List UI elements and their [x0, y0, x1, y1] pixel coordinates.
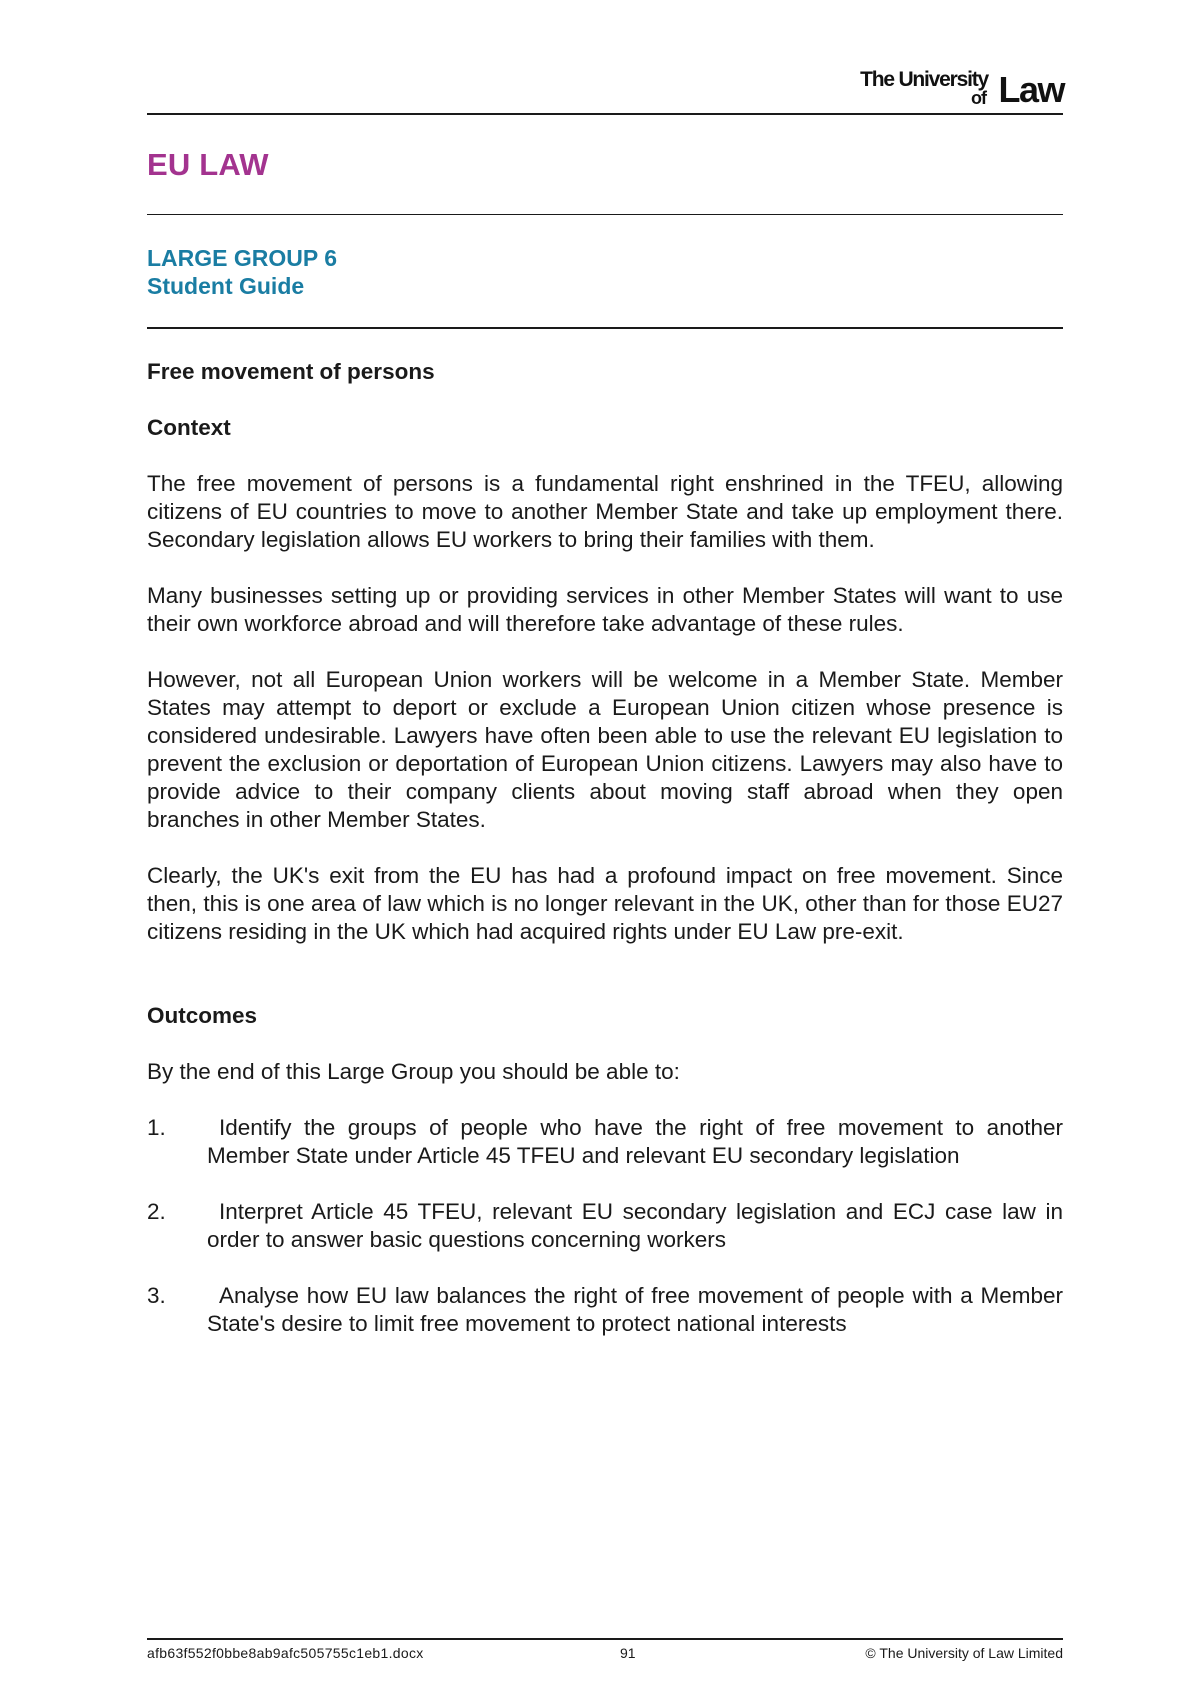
document-body	[147, 358, 1063, 1366]
course-title: EU LAW	[147, 147, 269, 182]
context-paragraph: Clearly, the UK's exit from the EU has had a profound impact on free movement. Since then, this is one area of law which is no longer relevant in the UK, other than for those EU27 citizens residing in the UK which had acquired rights under EU Law pre-exit.	[147, 863, 1063, 944]
university-logo	[854, 64, 1064, 108]
outcome-text: Analyse how EU law balances the right of free movement of people with a Member State's desire to limit free movement to protect national interests	[207, 1283, 1063, 1336]
outcome-item	[147, 1198, 1063, 1254]
outcome-number: 2.	[147, 1199, 166, 1224]
context-paragraph: However, not all European Union workers will be welcome in a Member State. Member States may attempt to deport or exclude a European Union citizen whose presence is considered undesirable. Lawyers have often been able to use the relevant EU legislation to prevent the exclusion or deportation of European Union citizens. Lawyers may also have to provide advice to their company clients about moving staff abroad when they open branches in other Member States.	[147, 667, 1063, 832]
outcome-number: 1.	[147, 1115, 166, 1140]
session-rule	[147, 327, 1063, 329]
page-footer	[147, 1645, 1063, 1665]
session-block	[147, 244, 337, 300]
context-paragraph: Many businesses setting up or providing services in other Member States will want to use their own workforce abroad and will therefore take advantage of these rules.	[147, 583, 1063, 636]
logo-of: of	[971, 88, 986, 108]
outcomes-list	[147, 1114, 1063, 1338]
footer-rule	[147, 1638, 1063, 1640]
header-rule	[147, 113, 1063, 115]
footer-page-number: 91	[620, 1645, 636, 1661]
outcome-item	[147, 1114, 1063, 1170]
title-rule	[147, 214, 1063, 215]
outcome-text: Interpret Article 45 TFEU, relevant EU secondary legislation and ECJ case law in order to answer basic questions concerning workers	[207, 1199, 1063, 1252]
outcome-number: 3.	[147, 1283, 166, 1308]
session-title: LARGE GROUP 6	[147, 245, 337, 271]
footer-copyright: © The University of Law Limited	[865, 1645, 1063, 1661]
context-paragraph: The free movement of persons is a fundamental right enshrined in the TFEU, allowing citizens of EU countries to move to another Member State and take up employment there. Secondary legislation allows EU workers to bring their families with them.	[147, 471, 1063, 552]
outcome-item	[147, 1282, 1063, 1338]
outcomes-heading: Outcomes	[147, 1003, 258, 1028]
context-heading: Context	[147, 415, 231, 440]
outcomes-intro: By the end of this Large Group you should be able to:	[147, 1059, 680, 1084]
footer-filename: afb63f552f0bbe8ab9afc505755c1eb1.docx	[147, 1645, 424, 1661]
outcome-text: Identify the groups of people who have the right of free movement to another Member State under Article 45 TFEU and relevant EU secondary legislation	[207, 1115, 1063, 1168]
logo-law: Law	[998, 69, 1064, 110]
logo-line1: The University	[860, 68, 988, 91]
topic-title: Free movement of persons	[147, 359, 435, 384]
session-subtitle: Student Guide	[147, 273, 305, 299]
